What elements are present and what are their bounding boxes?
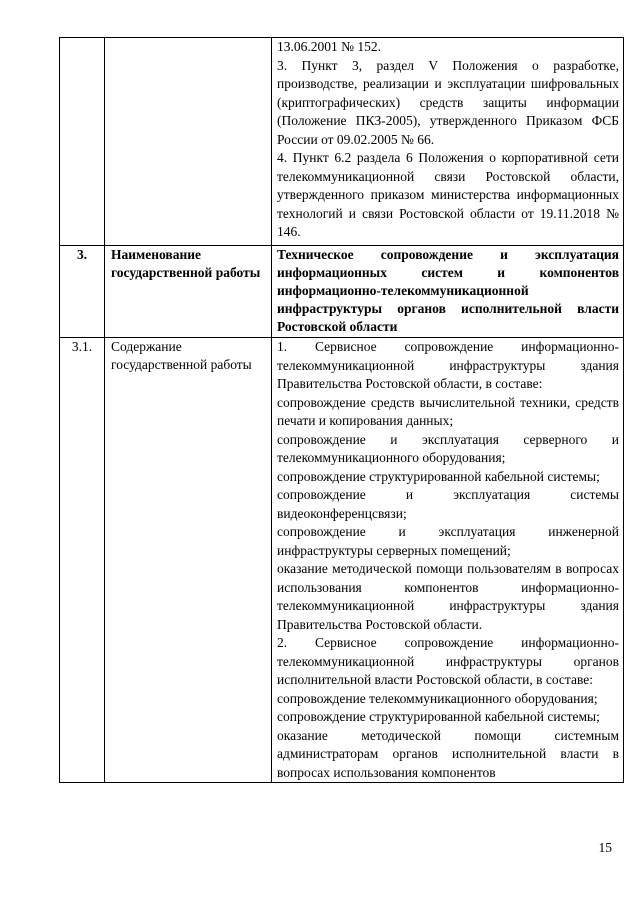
row-number: 3.	[60, 246, 105, 338]
content-paragraph: сопровождение структурированной кабельной системы;	[277, 709, 600, 724]
row-content-cell	[272, 338, 624, 783]
content-paragraph: сопровождение и эксплуатация системы видеоконференцсвязи;	[277, 487, 619, 521]
table-row-section-3	[60, 246, 624, 338]
content-paragraph: сопровождение и эксплуатация инженерной инфраструктуры серверных помещений;	[277, 524, 619, 558]
row-number-cell	[60, 38, 105, 246]
content-paragraph: оказание методической помощи пользователям в вопросах использования компонентов информационно-телекоммуникационной инфраструктуры здания Правительства Ростовской области.	[277, 561, 619, 632]
row-number: 3.1.	[60, 338, 105, 783]
row-name-cell	[105, 38, 272, 246]
page-number: 15	[598, 840, 612, 855]
content-paragraph: 4. Пункт 6.2 раздела 6 Положения о корпоративной сети телекоммуникационной связи Ростовской области, утвержденного приказом министерства информационных технологий и связи Ростовской области от 19.11.2018 № 146.	[277, 150, 619, 239]
content-paragraph: 13.06.2001 № 152.	[277, 39, 382, 54]
document-table	[59, 37, 624, 783]
content-paragraph: сопровождение и эксплуатация серверного и телекоммуникационного оборудования;	[277, 431, 619, 465]
content-paragraph: 3. Пункт 3, раздел V Положения о разработке, производстве, реализации и эксплуатации шифровальных (криптографических) средств защиты информации (Положение ПКЗ-2005), утвержденного Приказом ФСБ России от 09.02.2005 № 66.	[277, 57, 619, 147]
table-row-section-3-1	[60, 338, 624, 783]
content-paragraph: оказание методической помощи системным администраторам органов исполнительной власти в вопросах использования компонентов	[277, 727, 619, 780]
content-paragraph: сопровождение телекоммуникационного оборудования;	[277, 690, 598, 706]
row-content-cell	[272, 246, 624, 338]
row-name: Наименование государственной работы	[105, 246, 272, 338]
work-title: Техническое сопровождение и эксплуатация информационных систем и компонентов информационно-телекоммуникационной инфраструктуры органов исполнительной власти Ростовской области	[277, 247, 619, 334]
row-name: Содержание государственной работы	[105, 338, 272, 783]
content-paragraph: 2. Сервисное сопровождение информационно-телекоммуникационной инфраструктуры органов исполнительной власти Ростовской области, в составе:	[277, 635, 619, 687]
content-paragraph: 1. Сервисное сопровождение информационно-телекоммуникационной инфраструктуры здания Правительства Ростовской области, в составе:	[277, 339, 619, 391]
row-content-cell	[272, 38, 624, 246]
table-row-continuation	[60, 38, 624, 246]
content-paragraph: сопровождение структурированной кабельной системы;	[277, 468, 600, 484]
content-paragraph: сопровождение средств вычислительной техники, средств печати и копирования данных;	[277, 394, 619, 428]
